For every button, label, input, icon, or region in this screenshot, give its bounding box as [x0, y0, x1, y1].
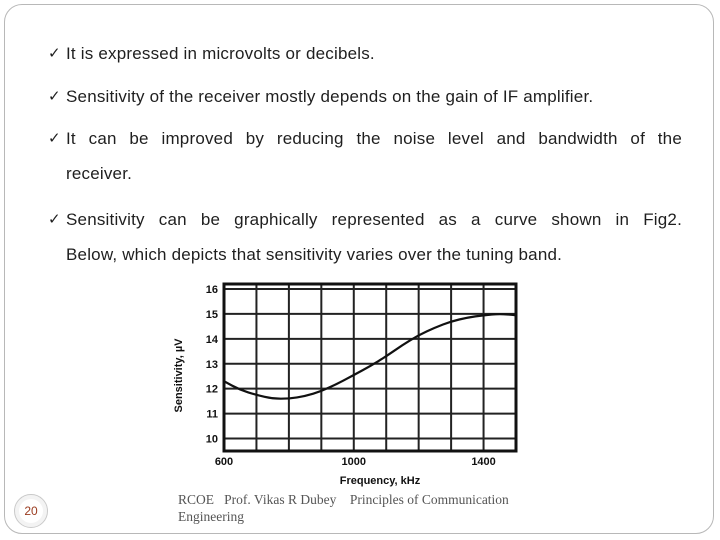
bullet-text-continued: Below, which depicts that sensitivity varies over the tuning band.	[66, 245, 563, 264]
checkmark-icon: ✓	[48, 45, 61, 62]
x-tick-label: 1000	[341, 456, 367, 468]
sensitivity-chart	[168, 274, 530, 494]
bullet-item	[48, 121, 682, 191]
checkmark-icon: ✓	[48, 88, 61, 105]
bullet-item	[48, 202, 682, 272]
sensitivity-curve	[224, 314, 516, 399]
y-tick-label: 13	[205, 358, 218, 371]
y-tick-label: 15	[205, 308, 218, 321]
x-axis-title: Frequency, kHz	[339, 475, 421, 487]
y-tick-label: 16	[205, 283, 218, 296]
checkmark-icon: ✓	[48, 130, 61, 147]
checkmark-icon: ✓	[48, 211, 61, 228]
bullet-text: It is expressed in microvolts or decibels.	[66, 44, 375, 63]
bullet-text: It can be improved by reducing the noise level and bandwidth of the	[66, 129, 682, 148]
y-tick-label: 12	[205, 383, 218, 396]
chart-svg	[168, 274, 530, 494]
x-tick-label: 1400	[471, 456, 496, 468]
y-axis-title: Sensitivity, µV	[173, 338, 185, 413]
footer	[178, 491, 578, 525]
y-tick-label: 14	[205, 333, 218, 346]
x-tick-label: 600	[214, 456, 234, 468]
bullet-text: Sensitivity of the receiver mostly depends on the gain of IF amplifier.	[66, 87, 594, 106]
bullet-text: Sensitivity can be graphically represented as a curve shown in Fig2.	[66, 210, 682, 229]
footer-course-continued: Engineering	[178, 509, 244, 524]
page-number-badge	[14, 494, 48, 528]
bullet-text-continued: receiver.	[66, 164, 133, 183]
y-tick-label: 10	[205, 433, 218, 446]
page-number: 20	[24, 504, 38, 518]
footer-course: Principles of Communication	[349, 492, 509, 507]
footer-author: Prof. Vikas R Dubey	[224, 492, 337, 507]
bullet-item	[48, 79, 682, 114]
footer-college: RCOE	[178, 492, 215, 507]
bullet-item	[48, 36, 682, 71]
y-tick-label: 11	[206, 408, 218, 421]
plot-frame	[224, 284, 516, 451]
